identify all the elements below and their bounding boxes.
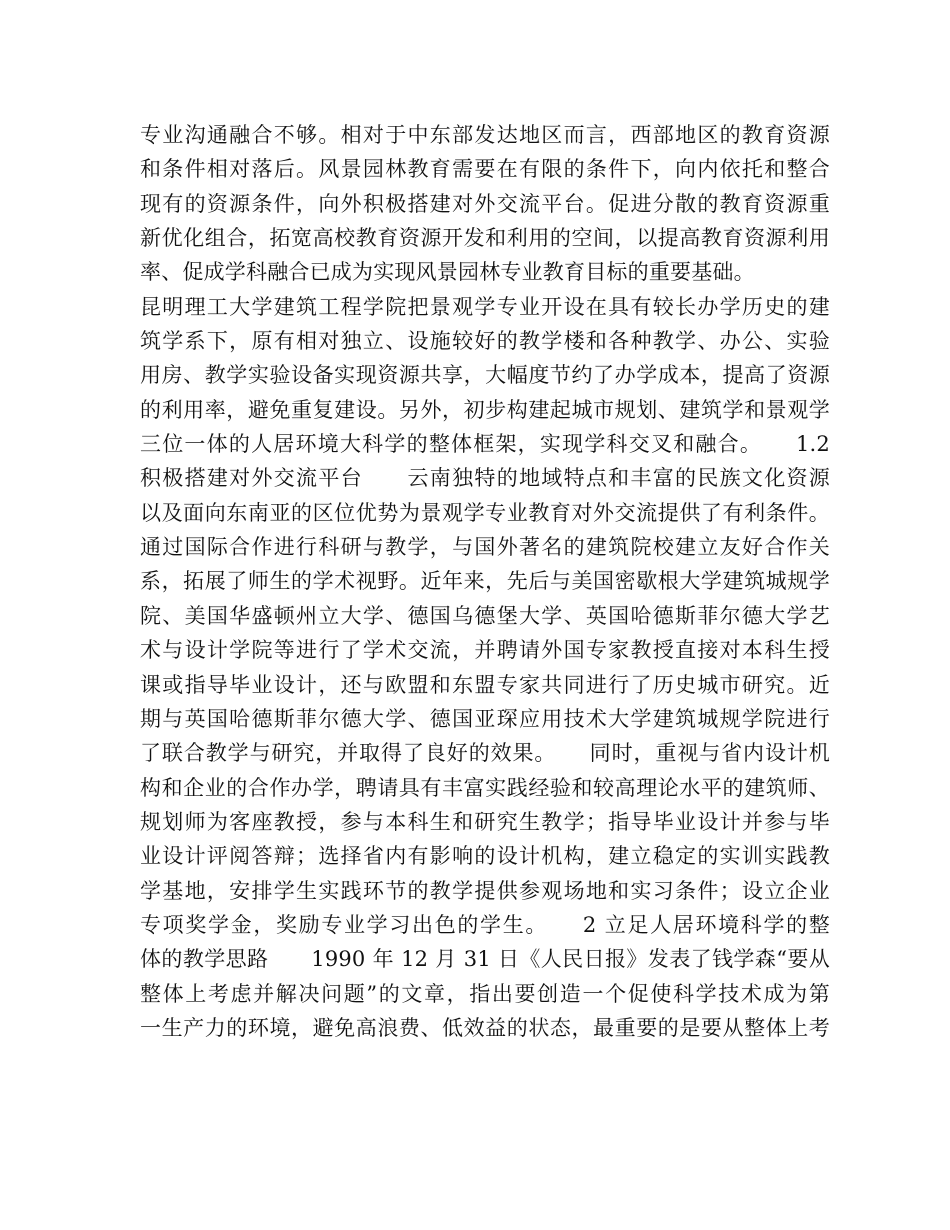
text-line: 整体上考虑并解决问题”的文章，指出要创造一个促使科学技术成为第 [140, 981, 830, 1006]
text-line: 筑学系下，原有相对独立、设施较好的教学楼和各种教学、办公、实验 [140, 329, 830, 354]
text-line: 以及面向东南亚的区位优势为景观学专业教育对外交流提供了有利条件。 [140, 500, 830, 525]
text-line: 三位一体的人居环境大科学的整体框架，实现学科交叉和融合。 1.2 [140, 432, 830, 457]
text-line: 和条件相对落后。风景园林教育需要在有限的条件下，向内依托和整合 [140, 157, 830, 182]
text-line: 了联合教学与研究，并取得了良好的效果。 同时，重视与省内设计机 [140, 741, 830, 766]
text-line: 体的教学思路 1990 年 12 月 31 日《人民日报》发表了钱学森“要从 [140, 947, 830, 972]
text-line: 业设计评阅答辩；选择省内有影响的设计机构，建立稳定的实训实践教 [140, 844, 830, 869]
text-line: 新优化组合，拓宽高校教育资源开发和利用的空间，以提高教育资源利用 [140, 226, 830, 251]
text-line: 学基地，安排学生实践环节的教学提供参观场地和实习条件；设立企业 [140, 878, 830, 903]
text-line: 课或指导毕业设计，还与欧盟和东盟专家共同进行了历史城市研究。近 [140, 672, 830, 697]
text-line: 一生产力的环境，避免高浪费、低效益的状态，最重要的是要从整体上考 [140, 1015, 830, 1040]
text-line: 术与设计学院等进行了学术交流，并聘请外国专家教授直接对本科生授 [140, 638, 830, 663]
text-line: 现有的资源条件，向外积极搭建对外交流平台。促进分散的教育资源重 [140, 191, 830, 216]
text-line: 院、美国华盛顿州立大学、德国乌德堡大学、英国哈德斯菲尔德大学艺 [140, 603, 830, 628]
text-line: 用房、教学实验设备实现资源共享，大幅度节约了办学成本，提高了资源 [140, 363, 830, 388]
text-line: 通过国际合作进行科研与教学，与国外著名的建筑院校建立友好合作关 [140, 535, 830, 560]
text-line: 期与英国哈德斯菲尔德大学、德国亚琛应用技术大学建筑城规学院进行 [140, 706, 830, 731]
text-line: 的利用率，避免重复建设。另外，初步构建起城市规划、建筑学和景观学 [140, 397, 830, 422]
text-line: 专业沟通融合不够。相对于中东部发达地区而言，西部地区的教育资源 [140, 123, 830, 147]
text-line: 专项奖学金，奖励专业学习出色的学生。 2 立足人居环境科学的整 [140, 912, 830, 937]
text-line: 率、促成学科融合已成为实现风景园林专业教育目标的重要基础。 [140, 260, 755, 285]
text-line: 积极搭建对外交流平台 云南独特的地域特点和丰富的民族文化资源 [140, 466, 830, 491]
text-line: 构和企业的合作办学，聘请具有丰富实践经验和较高理论水平的建筑师、 [140, 775, 830, 800]
text-line: 系，拓展了师生的学术视野。近年来，先后与美国密歇根大学建筑城规学 [140, 569, 830, 594]
body-text [140, 118, 830, 1045]
text-line: 规划师为客座教授，参与本科生和研究生教学；指导毕业设计并参与毕 [140, 809, 830, 834]
text-line: 昆明理工大学建筑工程学院把景观学专业开设在具有较长办学历史的建 [140, 294, 830, 319]
